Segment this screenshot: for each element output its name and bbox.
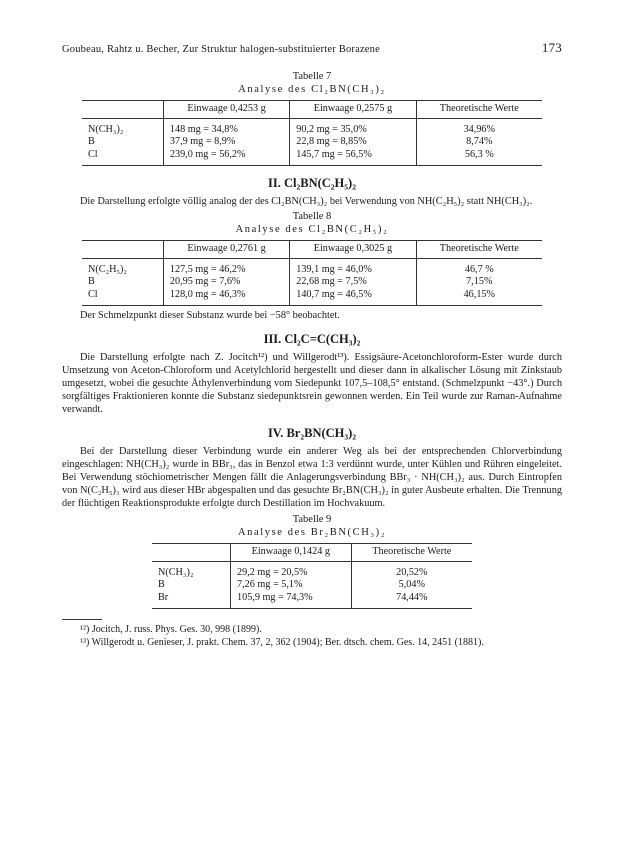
melting-point-note: Der Schmelzpunkt dieser Substanz wurde bei −58° beobachtet.: [80, 310, 340, 321]
table8-subtitle: Analyse des Cl₂BN(C₂H₅)₂: [235, 224, 389, 235]
table7-cell: 22,8 mg = 8,85%: [290, 136, 416, 149]
table8-cell: 46,7 %: [416, 258, 542, 276]
table8-caption: Tabelle 8: [292, 211, 332, 222]
table9-cell: 5,04%: [351, 579, 472, 592]
table7-subtitle: Analyse des Cl₂BN(CH₃)₂: [238, 84, 386, 95]
table8-cell: 127,5 mg = 46,2%: [163, 258, 289, 276]
section-heading: IV. Br₂BN(CH₃)₂: [267, 426, 357, 440]
table8-row-label: Cl: [82, 289, 163, 306]
paragraph: Bei der Darstellung dieser Verbindung wurde ein anderer Weg als bei der entsprechenden Chlorverbindung eingeschlagen: NH(CH₃)₂ wurde in BBr₃, das in Benzol etwa 1:3 verdünnt wurde, unter Kühlen und Rühren eingeleitet. Bei Verwendung stöchiometrischer Mengen fällt die Anlagerungsverbindung BBr₃ · NH(CH₃)₂ aus. Durch Eintropfen von N(C₂H₅)₃ wird aus dieser HBr abgespalten und das gesuchte Br₂BN(CH₃)₂ in guter Ausbeute erhalten. Die Trennung der flüchtigen Reaktionsprodukte erfolgte durch Destillation im Hochvakuum.: [62, 446, 562, 509]
table9-header: Theoretische Werte: [351, 544, 472, 562]
table8-header: Einwaage 0,2761 g: [163, 241, 289, 259]
table7-cell: 56,3 %: [416, 149, 542, 166]
table7-row-label: Cl: [82, 149, 163, 166]
table9-cell: 105,9 mg = 74,3%: [231, 592, 352, 609]
table7-cell: 148 mg = 34,8%: [163, 118, 289, 136]
footnote: ¹²) Jocitch, J. russ. Phys. Ges. 30, 998 (1899).: [80, 624, 262, 635]
table9-row-label: N(CH₃)₂: [158, 566, 194, 578]
table7-row-label: N(CH₃)₂: [88, 123, 124, 135]
table9-row-label: B: [158, 579, 165, 590]
section-heading: II. Cl₂BN(C₂H₅)₂: [268, 176, 356, 190]
running-header: [62, 40, 562, 56]
table9-subtitle: Analyse des Br₂BN(CH₃)₂: [237, 527, 387, 538]
table9-cell: 7,26 mg = 5,1%: [231, 579, 352, 592]
table9-row-label: Br: [152, 592, 231, 609]
table8-cell: 20,95 mg = 7,6%: [163, 276, 289, 289]
table7-cell: 145,7 mg = 56,5%: [290, 149, 416, 166]
table8-row-label: B: [88, 276, 95, 287]
table7-row-label: B: [88, 136, 95, 147]
footnote: ¹³) Willgerodt u. Genieser, J. prakt. Chem. 37, 2, 362 (1904); Ber. dtsch. chem. Ges. 14, 2451 (1881).: [80, 636, 484, 648]
table9-cell: 74,44%: [351, 592, 472, 609]
table7-cell: 90,2 mg = 35,0%: [290, 118, 416, 136]
table7-cell: 37,9 mg = 8,9%: [163, 136, 289, 149]
journal-page: [62, 40, 562, 649]
section-heading: III. Cl₂C=C(CH₃)₂: [263, 332, 361, 346]
table7-cell: 34,96%: [416, 118, 542, 136]
table7-header: Einwaage 0,4253 g: [163, 101, 289, 119]
table8-cell: 22,68 mg = 7,5%: [290, 276, 416, 289]
table7: [82, 100, 542, 166]
table8: [82, 240, 542, 306]
page-number: 173: [541, 40, 562, 55]
table9-caption: Tabelle 9: [292, 514, 332, 525]
table9: [152, 543, 472, 609]
table7-header: Einwaage 0,2575 g: [290, 101, 416, 119]
table8-header: Theoretische Werte: [416, 241, 542, 259]
paragraph: Die Darstellung erfolgte nach Z. Jocitch¹²) und Willgerodt¹³). Essigsäure-Acetonchloroform-Ester wurde durch Umsetzung von Aceton-Chloroform und Acetylchlorid hergestellt und dieser dann in alkalischer Lösung mit Zinkstaub umgesetzt, wobei die gesuchte Äthylenverbindung vom Siedepunkt 107,5–108,5° entstand. (Schmelzpunkt −43°.) Durch sorgfältiges Fraktionieren konnte die Substanz siedepunktsrein gewonnen werden. Ein Teil wurde zur Raman-Aufnahme verwandt.: [62, 352, 562, 415]
table9-cell: 20,52%: [351, 561, 472, 579]
table8-cell: 139,1 mg = 46,0%: [290, 258, 416, 276]
table9-header: Einwaage 0,1424 g: [231, 544, 352, 562]
table9-cell: 29,2 mg = 20,5%: [231, 561, 352, 579]
table8-cell: 140,7 mg = 46,5%: [290, 289, 416, 306]
table8-row-label: N(C₂H₅)₂: [88, 263, 127, 275]
table7-header: Theoretische Werte: [416, 101, 542, 119]
table8-cell: 46,15%: [416, 289, 542, 306]
table7-cell: 8,74%: [416, 136, 542, 149]
table8-header: Einwaage 0,3025 g: [290, 241, 416, 259]
table7-caption: Tabelle 7: [292, 71, 332, 82]
table8-cell: 128,0 mg = 46,3%: [163, 289, 289, 306]
running-title: Goubeau, Rahtz u. Becher, Zur Struktur halogen-substituierter Borazene: [62, 44, 380, 55]
paragraph: Die Darstellung erfolgte völlig analog der des Cl₂BN(CH₃)₂ bei Verwendung von NH(C₂H₅)₂ statt NH(CH₃)₂.: [80, 196, 533, 207]
footnote-rule: [62, 619, 102, 620]
table8-cell: 7,15%: [416, 276, 542, 289]
table7-cell: 239,0 mg = 56,2%: [163, 149, 289, 166]
